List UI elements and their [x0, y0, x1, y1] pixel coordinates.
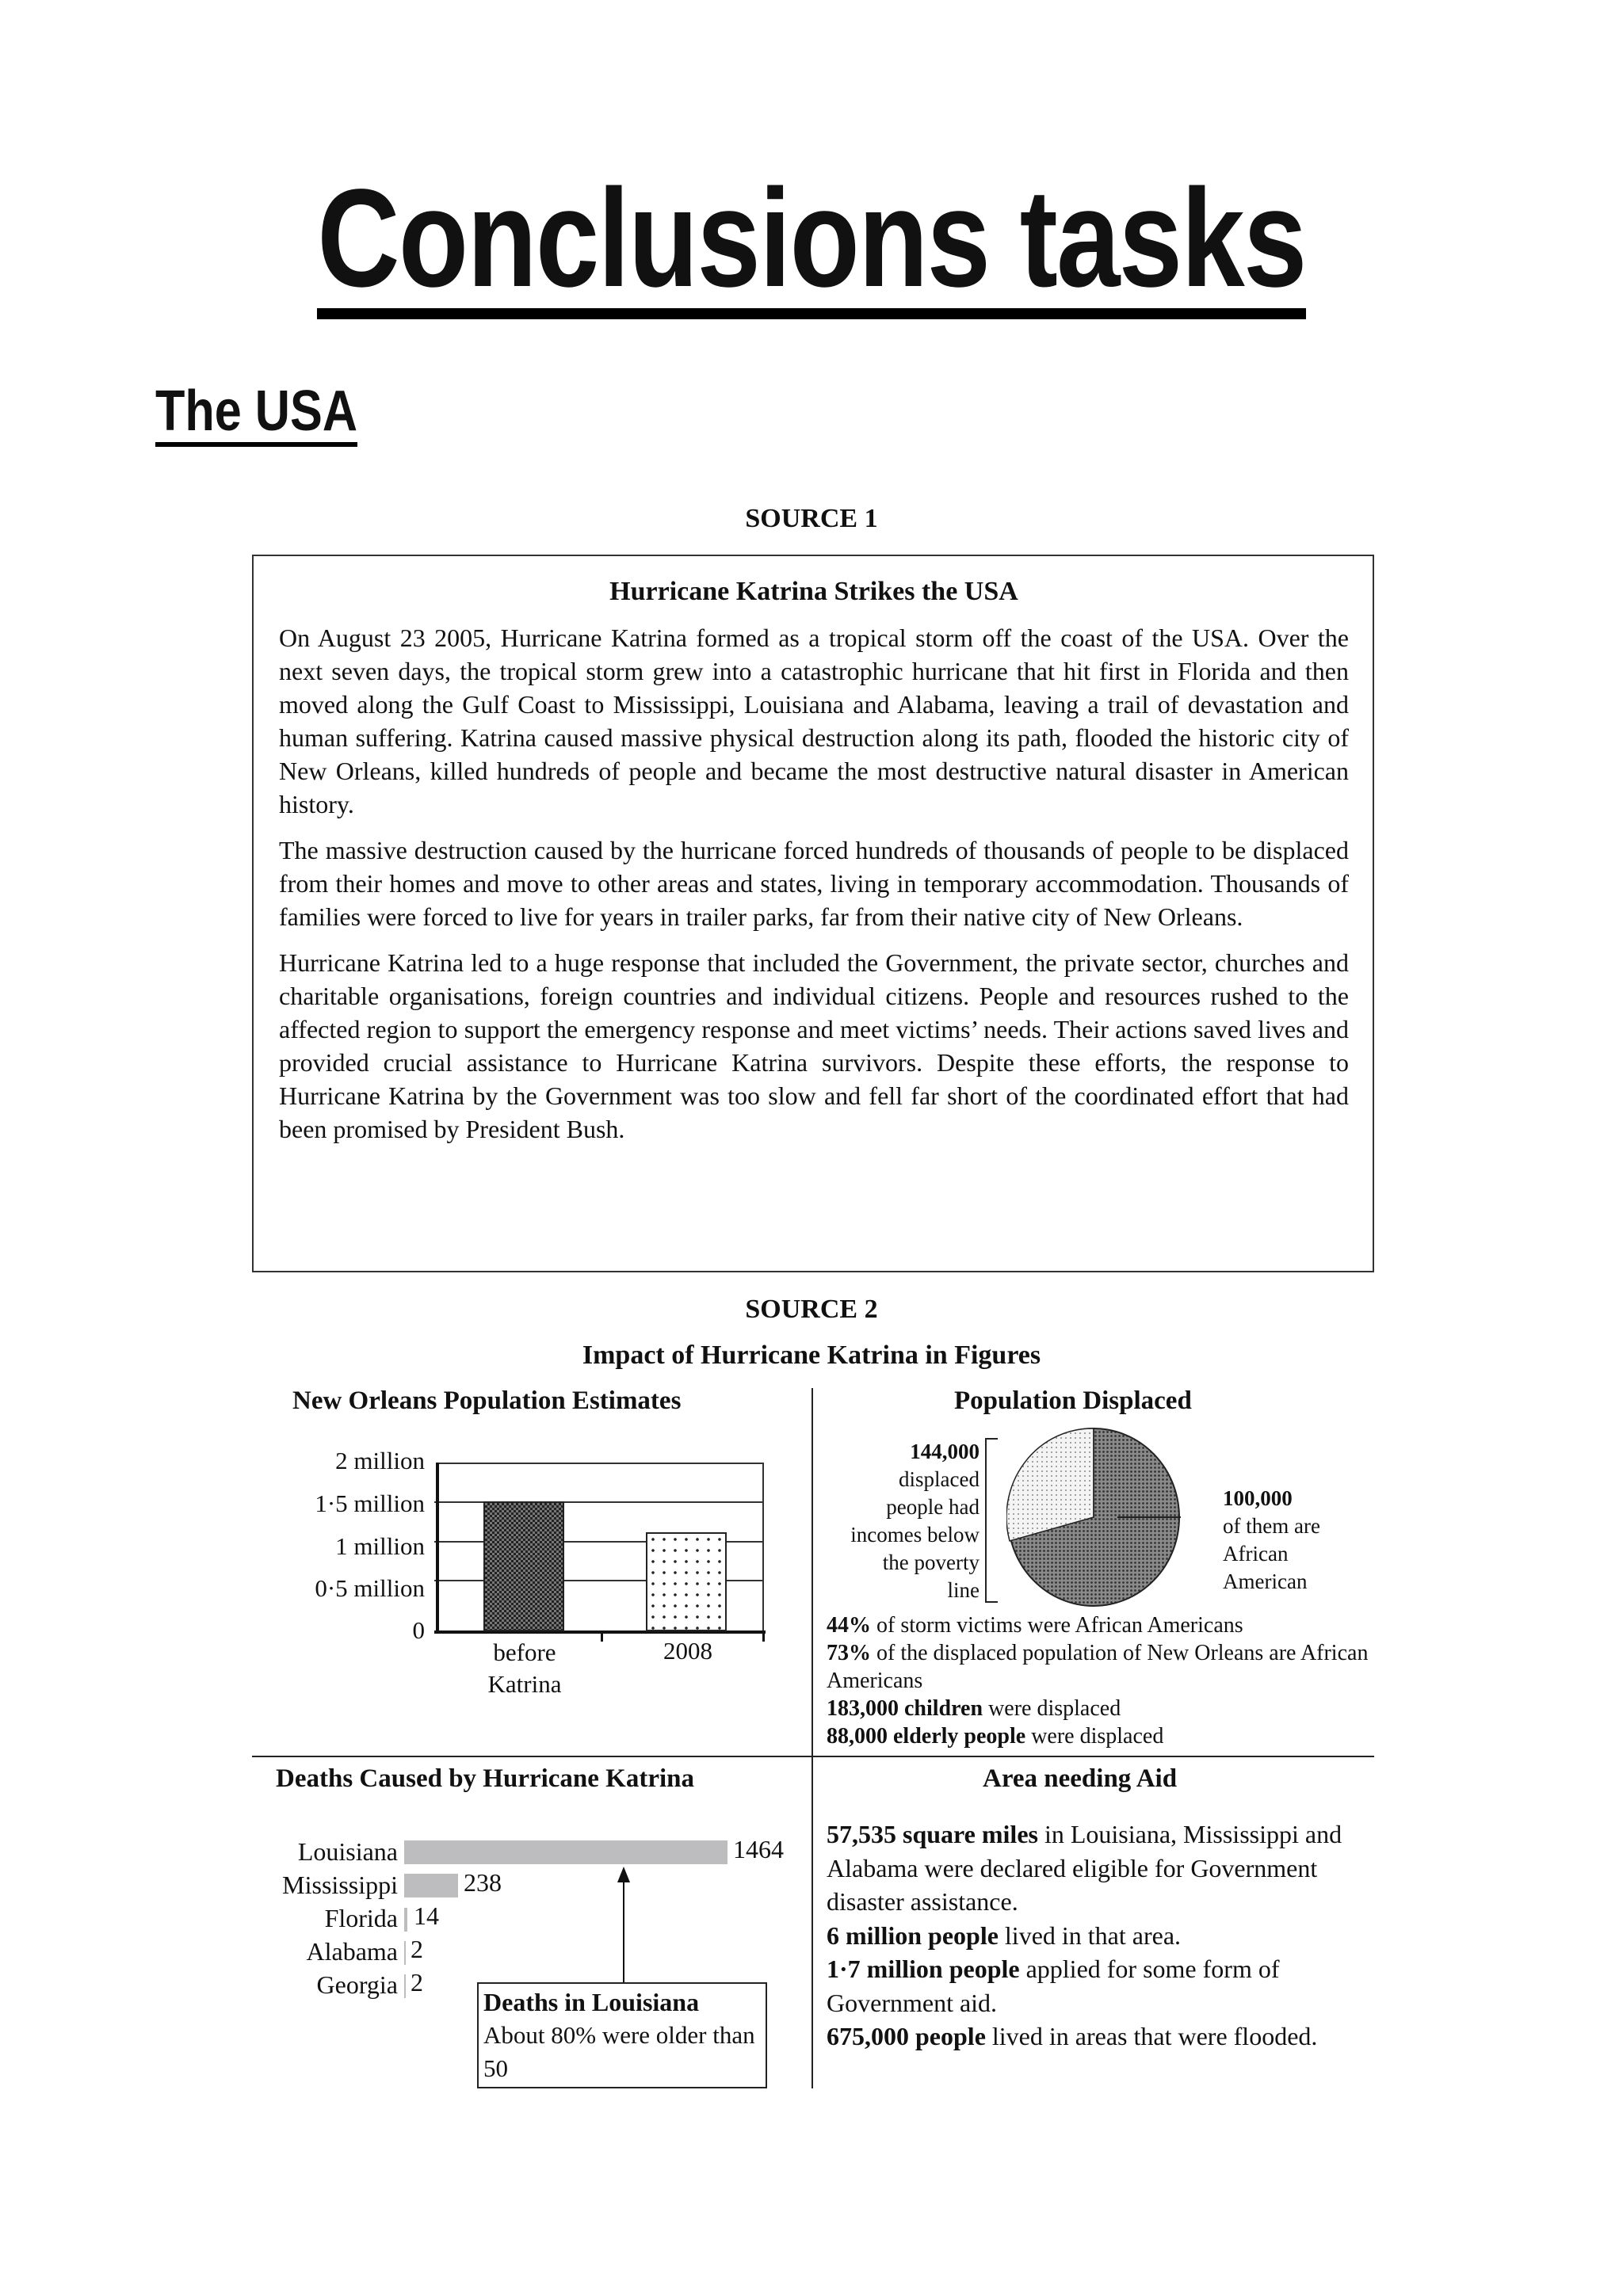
x-label-line: before [493, 1638, 556, 1666]
value-louisiana: 1464 [733, 1835, 784, 1863]
x-label-before-katrina [475, 1637, 574, 1700]
label-line: incomes below [850, 1523, 980, 1547]
displaced-chart-title: Population Displaced [954, 1386, 1192, 1415]
fact-item [827, 1695, 1373, 1722]
displaced-facts [827, 1611, 1373, 1750]
african-american-label [1223, 1485, 1381, 1596]
bar-florida [404, 1908, 407, 1932]
state-labels [254, 1835, 398, 2001]
source-1-paragraph: Hurricane Katrina led to a huge response that included the Government, the private sector, churches and charitable organisations, foreign countries and individual citizens. People and resources rushed to the affected region to support the emergency response and meet victims’ needs. Their actions saved lives and provided crucial assistance to Hurricane Katrina survivors. Despite these efforts, the response to Hurricane Katrina by the Government was too slow and fell far short of the coordinated effort that had been promised by President Bush. [279, 948, 1349, 1143]
callout-title: Deaths in Louisiana [483, 1988, 700, 2016]
leader-line [1141, 1516, 1181, 1518]
callout-text: About 80% were older than 50 [483, 2021, 755, 2082]
x-tick [762, 1630, 765, 1642]
source-1-heading: Hurricane Katrina Strikes the USA [609, 577, 1018, 606]
fact-text: were displaced [983, 1696, 1121, 1721]
source-2-title: Impact of Hurricane Katrina in Figures [582, 1341, 1041, 1370]
section-title-text: The USA [155, 382, 357, 447]
callout-arrow-line [623, 1876, 624, 1982]
fact-item [827, 1722, 1373, 1750]
panel-divider-vertical-bottom [812, 1756, 813, 2088]
louisiana-callout-box [477, 1982, 767, 2088]
aid-panel-title: Area needing Aid [983, 1764, 1178, 1793]
value-alabama: 2 [411, 1935, 423, 1963]
source-1-paragraph: The massive destruction caused by the hurricane forced hundreds of thousands of people to be displaced from their homes and move to other areas and states, living in temporary accommodation. Thousands of families were forced to live for years in trailer parks, far from their native city of New Orleans. [279, 836, 1349, 931]
state-label: Mississippi [282, 1871, 398, 1899]
fact-value: 73% [827, 1641, 871, 1665]
source-1-paragraph: On August 23 2005, Hurricane Katrina formed as a tropical storm off the coast of the USA. Over the next seven days, the tropical storm grew into a catastrophic hurricane that hit first in Florida and then moved along the Gulf Coast to Mississippi, Louisiana and Alabama, leaving a trail of devastation and human suffering. Katrina caused massive physical destruction along its path, flooded the historic city of New Orleans, killed hundreds of people and became the most destructive natural disaster in American history. [279, 624, 1349, 818]
aid-item [827, 1952, 1373, 2019]
y-tick-label: 0·5 million [315, 1574, 425, 1602]
fact-text: of storm victims were African Americans [871, 1613, 1243, 1638]
label-line: African [1223, 1542, 1289, 1566]
label-line: line [947, 1578, 980, 1602]
arrow-up-icon [617, 1867, 630, 1882]
aid-item [827, 1817, 1373, 1919]
label-line: American [1223, 1569, 1308, 1593]
fact-item [827, 1639, 1373, 1695]
bar-mississippi [404, 1874, 458, 1897]
bar-louisiana [404, 1840, 727, 1864]
label-line: displaced [899, 1467, 980, 1491]
population-chart-title: New Orleans Population Estimates [292, 1386, 682, 1415]
fact-value: 183,000 children [827, 1696, 983, 1721]
page-title-text: Conclusions tasks [317, 169, 1305, 319]
aid-value: 6 million people [827, 1920, 999, 1950]
x-label-2008: 2008 [663, 1637, 712, 1665]
y-tick-label: 1·5 million [315, 1489, 425, 1517]
bar-alabama [404, 1941, 406, 1965]
bar-before-katrina [483, 1501, 564, 1631]
aid-item [827, 1919, 1373, 1953]
aid-item [827, 2019, 1373, 2054]
aid-facts [827, 1817, 1373, 2054]
section-title [155, 379, 357, 447]
y-tick-label: 0 [412, 1616, 425, 1644]
deaths-chart-title: Deaths Caused by Hurricane Katrina [276, 1764, 694, 1793]
panel-divider-vertical-top [812, 1388, 813, 1756]
fact-value: 44% [827, 1613, 871, 1638]
panel-divider-horizontal [252, 1756, 1374, 1757]
aid-text: lived in areas that were flooded. [985, 2022, 1318, 2050]
state-label: Florida [324, 1904, 398, 1932]
state-label: Alabama [306, 1937, 398, 1966]
value-florida: 14 [414, 1901, 439, 1930]
fact-value: 88,000 elderly people [827, 1724, 1026, 1749]
african-american-count: 100,000 [1223, 1486, 1293, 1510]
state-label: Louisiana [297, 1837, 398, 1866]
x-tick [601, 1630, 603, 1642]
source-2-label: SOURCE 2 [745, 1295, 878, 1324]
x-label-line: Katrina [487, 1670, 562, 1698]
poverty-count: 144,000 [910, 1440, 980, 1463]
aid-text: in Louisiana, Mississippi and Alabama were declared eligible for Government disaster assistance. [827, 1820, 1342, 1916]
state-label: Georgia [316, 1970, 398, 1999]
fact-item [827, 1611, 1373, 1639]
aid-value: 57,535 square miles [827, 1820, 1038, 1848]
fact-text: were displaced [1025, 1724, 1164, 1749]
source-1-box [252, 555, 1374, 1272]
value-mississippi: 238 [464, 1868, 502, 1897]
source-1-label: SOURCE 1 [745, 504, 878, 533]
value-georgia: 2 [411, 1968, 423, 1997]
y-tick-label: 1 million [335, 1532, 425, 1560]
fact-text: of the displaced population of New Orleans are African Americans [827, 1641, 1369, 1693]
poverty-label [821, 1438, 980, 1604]
aid-text: lived in that area. [998, 1920, 1182, 1950]
aid-text: applied for some form of Government aid. [827, 1955, 1280, 2017]
y-axis [436, 1463, 439, 1632]
page-title [146, 158, 1476, 319]
label-line: of them are [1223, 1514, 1320, 1538]
label-line: people had [886, 1495, 980, 1519]
bracket [985, 1438, 998, 1603]
y-tick-label: 2 million [335, 1447, 425, 1474]
aid-value: 1·7 million people [827, 1955, 1020, 1983]
bar-2008 [646, 1532, 727, 1631]
aid-value: 675,000 people [827, 2022, 986, 2050]
bar-georgia [404, 1974, 406, 1998]
label-line: the poverty [882, 1550, 980, 1574]
